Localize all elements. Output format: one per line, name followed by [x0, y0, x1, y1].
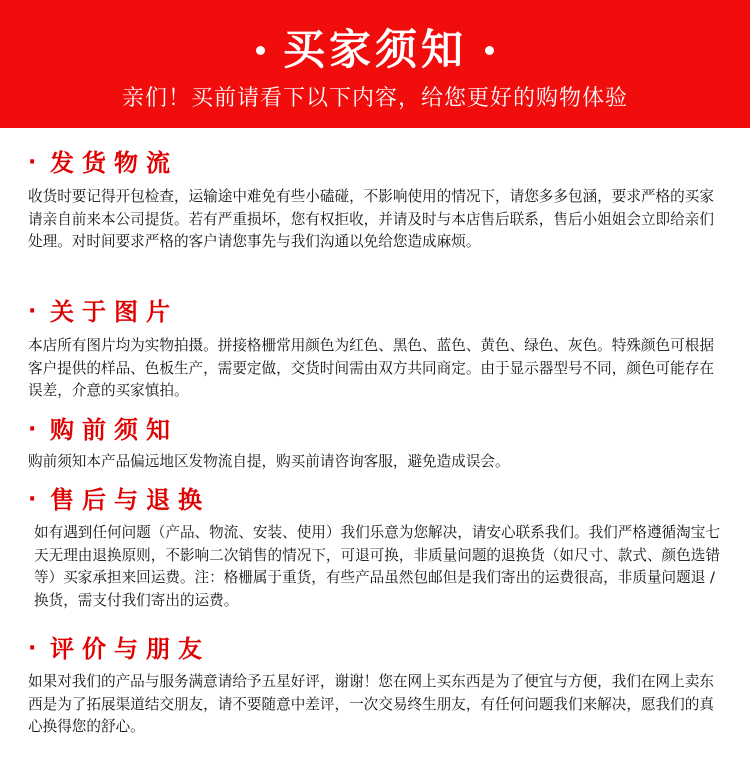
title-row: [0, 22, 750, 78]
title-left-dot: [256, 46, 265, 55]
section-body-before-purchase: 购前须知本产品偏远地区发物流自提，购买前请咨询客服，避免造成误会。: [28, 453, 510, 470]
page-title: 买家须知: [282, 25, 467, 74]
section-title: 关于图片: [50, 297, 178, 326]
section-title: 评价与朋友: [50, 634, 210, 663]
section-body-reviews: 如果对我们的产品与服务满意请给予五星好评，谢谢！您在网上买东西是为了便宜与方便，我们在网上卖东西是为了拓展渠道结交朋友，请不要随意中差评，一次交易终生朋友，有任何问题我们来解决，愿我们的真心换得您的舒心。: [28, 673, 714, 735]
header-banner: [0, 0, 750, 128]
title-right-dot: [485, 46, 494, 55]
section-body-shipping: 收货时要记得开包检查，运输途中难免有些小磕碰，不影响使用的情况下，请您多多包涵，要求严格的买家请亲自前来本公司提货。若有严重损坏，您有权拒收，并请及时与本店售后联系，售后小姐姐会立即给亲们处理。对时间要求严格的客户请您事先与我们沟通以免给您造成麻烦。: [28, 188, 714, 250]
bullet-dot: ·: [28, 487, 37, 512]
page-subtitle: 亲们！买前请看下以下内容，给您更好的购物体验: [121, 86, 628, 111]
section-heading-after-sales: [28, 483, 210, 517]
bullet-dot: ·: [28, 150, 37, 175]
section-heading-before-purchase: [28, 413, 178, 447]
section-body-pictures: 本店所有图片均为实物拍摄。拼接格栅常用颜色为红色、黑色、蓝色、黄色、绿色、灰色。特殊颜色可根据客户提供的样品、色板生产，需要定做，交货时间需由双方共同商定。由于显示器型号不同，颜色可能存在误差，介意的买家慎拍。: [28, 337, 714, 399]
section-heading-pictures: [28, 295, 178, 329]
bullet-dot: ·: [28, 636, 37, 661]
section-body-after-sales: 如有遇到任何问题（产品、物流、安装、使用）我们乐意为您解决，请安心联系我们。我们严格遵循淘宝七天无理由退换原则，不影响二次销售的情况下，可退可换，非质量问题的退换货（如尺寸、款式、颜色选错等）买家承担来回运费。注：格栅属于重货，有些产品虽然包邮但是我们寄出的运费很高，非质量问题退 / 换货，需支付我们寄出的运费。: [34, 524, 720, 609]
section-title: 售后与退换: [50, 485, 210, 514]
section-title: 购前须知: [50, 415, 178, 444]
section-title: 发货物流: [50, 148, 178, 177]
section-heading-shipping: [28, 146, 178, 180]
bullet-dot: ·: [28, 299, 37, 324]
section-heading-reviews: [28, 632, 210, 666]
bullet-dot: ·: [28, 417, 37, 442]
